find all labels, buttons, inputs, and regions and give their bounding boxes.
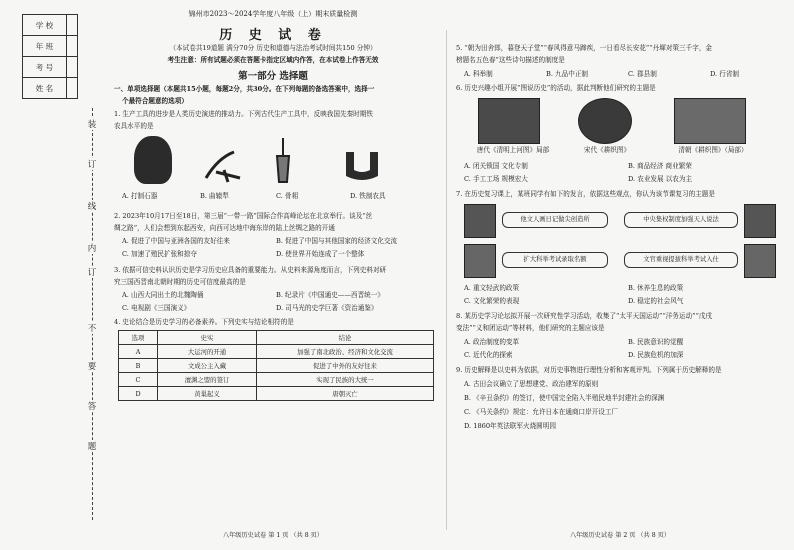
q2-option-c[interactable]: C. 加速了殖民扩张和掠夺 (122, 250, 197, 258)
table-header: 选项 (119, 331, 158, 345)
table-row[interactable] (119, 345, 434, 359)
table-cell: 文成公主入藏 (158, 359, 257, 373)
table-cell: 大运河的开通 (158, 345, 257, 359)
q6-option-b[interactable]: B. 商品经济 商业繁荣 (628, 162, 692, 170)
image-caption: 清朝《耕织图》（局部） (678, 146, 748, 154)
student-portrait-image (464, 204, 496, 238)
q8-stem: 8. 某历史学习论坛拟开展一次研究性学习活动，收集了“太平天国运动”“洋务运动”“戊戌 (456, 312, 713, 320)
q9-option-b[interactable]: B. 《辛丑条约》的签订，使中国完全陷入半殖民地半封建社会的深渊 (464, 394, 665, 402)
table-cell: A (119, 345, 158, 359)
seal-char: 订 (87, 160, 97, 170)
q2-option-a[interactable]: A. 促进了中国与亚洲各国的友好往来 (122, 237, 230, 245)
class-field[interactable] (67, 36, 78, 57)
q9-option-c[interactable]: C. 《马关条约》规定：允许日本在通商口岸开设工厂 (464, 408, 619, 416)
q8-stem: 变法”“义和团运动”等材料，他们研究的主题应该是 (456, 324, 605, 332)
seal-char: 要 (87, 362, 97, 372)
class-label: 年 班 (23, 36, 67, 57)
q1-stem: 1. 生产工具的进步是人类历史演进的推动力。下列古代生产工具中，反映我国先秦时期铁 (114, 110, 373, 118)
table-cell: D (119, 387, 158, 401)
seal-char: 订 (87, 268, 97, 278)
painting-image (478, 98, 540, 144)
q7-option-a[interactable]: A. 重文轻武的政策 (464, 284, 520, 292)
table-row[interactable] (119, 359, 434, 373)
table-cell: 加强了南北政治、经济和文化交流 (257, 345, 434, 359)
q9-option-d[interactable]: D. 1860年英法联军火烧圆明园 (464, 422, 556, 430)
exam-number-field[interactable] (67, 57, 78, 78)
student-info-table (22, 14, 78, 99)
q3-option-a[interactable]: A. 山西大同出土的北魏陶俑 (122, 291, 204, 299)
table-cell: B (119, 359, 158, 373)
q3-option-b[interactable]: B. 纪录片《中国通史——西晋统一》 (276, 291, 384, 299)
q3-option-d[interactable]: D. 司马光的史学巨著《资治通鉴》 (276, 304, 378, 312)
table-cell: 唐朝灭亡 (257, 387, 434, 401)
table-cell: 黄巢起义 (158, 387, 257, 401)
q4-table (118, 330, 434, 401)
q5-option-a[interactable]: A. 科举制 (464, 70, 493, 78)
q7-stem: 7. 在历史复习课上，某班同学有如下的发言，依据这些观点，你认为该节课复习的主题是 (456, 190, 715, 198)
q8-option-b[interactable]: B. 民族意识的觉醒 (628, 338, 684, 346)
exam-info-line: （本试卷共19道题 满分70分 历史和道德与法治考试时间共150 分钟） (169, 44, 377, 52)
q6-option-d[interactable]: D. 农业发展 以农为主 (628, 175, 693, 183)
q1-option-c[interactable]: C. 骨耜 (276, 192, 299, 200)
q1-option-d[interactable]: D. 铁制农具 (350, 192, 386, 200)
stone-tool-image (134, 136, 172, 184)
name-field[interactable] (67, 78, 78, 99)
page-divider (446, 30, 447, 530)
q8-option-d[interactable]: D. 民族危机的加深 (628, 351, 684, 359)
seal-char: 题 (87, 442, 97, 452)
q4-stem: 4. 史论结合是历史学习的必备素养。下列史实与结论相符的是 (114, 318, 294, 326)
speech-bubble: 他文人画日记做尖创造所 (502, 212, 608, 228)
school-field[interactable] (67, 15, 78, 36)
exam-title: 历 史 试 卷 (219, 28, 327, 43)
image-caption: 唐代《清明上河图》局部 (476, 146, 550, 154)
speech-bubble: 中央集权制度加强天人说法 (624, 212, 738, 228)
table-header: 结论 (257, 331, 434, 345)
page-footer: 八年级历史试卷 第 1 页 （共 8 页） (222, 532, 324, 539)
iron-tool-image (342, 148, 382, 184)
q3-stem: 究三国西晋南北朝时期的历史可信度最高的是 (114, 278, 246, 286)
table-cell: 实现了民族的大统一 (257, 373, 434, 387)
seal-char: 不 (87, 324, 97, 334)
painting-image (578, 98, 632, 144)
table-cell: C (119, 373, 158, 387)
page-one (104, 8, 442, 542)
table-row[interactable] (119, 387, 434, 401)
q9-stem: 9. 历史解释是以史料为依据，对历史事物进行理性分析和客观评判。下列属于历史解释的是 (456, 366, 722, 374)
table-row[interactable] (119, 373, 434, 387)
image-caption: 宋代《耕织图》 (583, 146, 631, 154)
q1-option-b[interactable]: B. 曲辕犁 (200, 192, 229, 200)
seal-char: 内 (87, 244, 97, 254)
exam-notice: 考生注意：所有试题必须在答题卡指定区域内作答，在本试卷上作答无效 (167, 56, 379, 64)
seal-char: 答 (87, 402, 97, 412)
table-cell: 澶渊之盟的签订 (158, 373, 257, 387)
q8-option-a[interactable]: A. 政治制度的变革 (464, 338, 520, 346)
seal-char: 线 (87, 202, 97, 212)
q7-option-d[interactable]: D. 稳定的社会风气 (628, 297, 684, 305)
curved-plow-image (204, 148, 246, 184)
q1-option-a[interactable]: A. 打制石器 (122, 192, 158, 200)
q6-stem: 6. 历史兴趣小组开展“图说历史”的活动，据此判断他们研究的主题是 (456, 84, 656, 92)
q5-stem: 5. “朝为田舍郎，暮登天子堂”“春风得意马蹄疾，一日看尽长安花”“丹墀对策三千字，金 (456, 44, 713, 52)
q2-option-d[interactable]: D. 使世界开始连成了一个整体 (276, 250, 365, 258)
section-instruction: 个最符合题意的选项） (122, 97, 188, 105)
bone-spade-image (274, 136, 292, 184)
speech-bubble: 文官重视提拔科举考试入仕 (624, 252, 738, 268)
name-label: 姓 名 (23, 78, 67, 99)
table-header: 史实 (158, 331, 257, 345)
q3-option-c[interactable]: C. 电视剧《三国演义》 (122, 304, 191, 312)
part-one-title: 第一部分 选择题 (238, 71, 308, 82)
q5-stem: 榜题名五色春”这些诗句描述的制度是 (456, 56, 565, 64)
q8-option-c[interactable]: C. 近代化的探索 (464, 351, 513, 359)
student-portrait-image (744, 204, 776, 238)
student-portrait-image (464, 244, 496, 278)
q2-stem: 2. 2023年10月17日至18日，第三届“一带一路”国际合作高峰论坛在北京举行。谈及“丝 (114, 212, 373, 220)
painting-image (674, 98, 746, 144)
page-two (452, 8, 788, 542)
q7-option-b[interactable]: B. 休养生息的政策 (628, 284, 684, 292)
exam-name: 锦州市2023～2024学年度八年级（上）期末质量检测 (188, 10, 358, 18)
q7-option-c[interactable]: C. 文化繁荣的表现 (464, 297, 520, 305)
q5-option-d[interactable]: D. 行省制 (710, 70, 740, 78)
exam-number-label: 考 号 (23, 57, 67, 78)
q3-stem: 3. 依据可信史料认识历史是学习历史应具备的重要能力。从史料来源角度而言，下列史料对研 (114, 266, 387, 274)
q2-stem: 绸之路”，人们会想到东起西安，向西可达地中海东岸的陆上丝绸之路的开通 (114, 224, 335, 232)
section-instruction: 一、单项选择题（本题共15小题，每题2分，共30分。在下列每题的备选答案中，选择一 (114, 85, 375, 93)
q1-stem: 农具水平的是 (114, 122, 154, 130)
q6-option-a[interactable]: A. 闭关锁国 文化专制 (464, 162, 528, 170)
q5-option-c[interactable]: C. 郡县制 (628, 70, 657, 78)
q6-option-c[interactable]: C. 手工工场 规模宏大 (464, 175, 528, 183)
student-portrait-image (744, 244, 776, 278)
q5-option-b[interactable]: B. 九品中正制 (546, 70, 589, 78)
table-cell: 促进了中外的友好往来 (257, 359, 434, 373)
school-label: 学 校 (23, 15, 67, 36)
q2-option-b[interactable]: B. 促进了中国与其他国家的经济文化交流 (276, 237, 398, 245)
speech-bubble: 扩大科举考试录取名额 (502, 252, 608, 268)
seal-char: 装 (87, 120, 97, 130)
q9-option-a[interactable]: A. 古田会议确立了思想建党、政治建军的原则 (464, 380, 599, 388)
page-footer: 八年级历史试卷 第 2 页 （共 8 页） (569, 532, 671, 539)
